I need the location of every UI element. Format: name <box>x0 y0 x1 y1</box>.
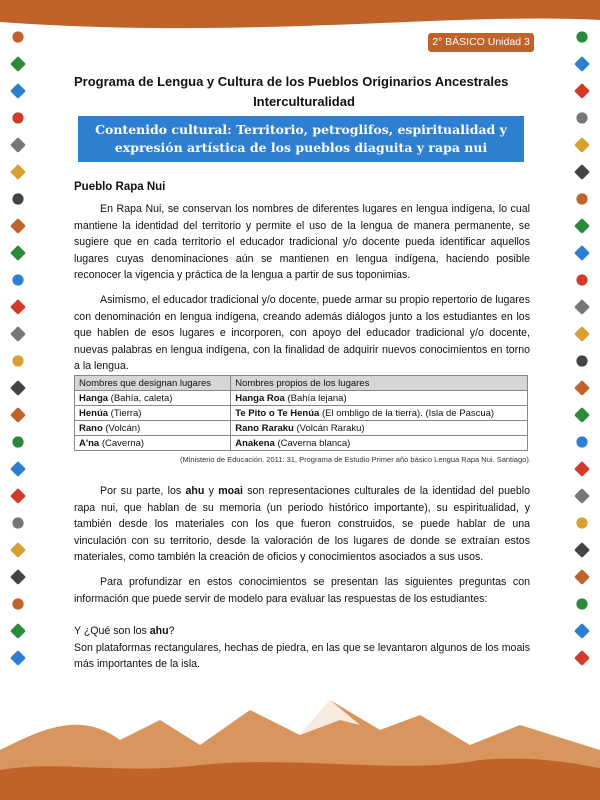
ornament-icon <box>574 461 590 477</box>
ornament-icon <box>574 650 590 666</box>
ornament-icon <box>574 380 590 396</box>
ornament-icon <box>10 29 26 45</box>
ornament-icon <box>10 461 26 477</box>
ornament-icon <box>10 164 26 180</box>
ornament-icon <box>10 299 26 315</box>
ornament-icon <box>574 434 590 450</box>
ornament-icon <box>10 56 26 72</box>
ornament-icon <box>574 488 590 504</box>
landscape-footer <box>0 690 600 800</box>
ornament-icon <box>574 83 590 99</box>
ornament-icon <box>574 164 590 180</box>
grade-unit-badge: 2° BÁSICO Unidad 3 <box>428 33 534 52</box>
ornament-icon <box>10 380 26 396</box>
banner-line-2: expresión artística de los pueblos diaguita y rapa nui <box>114 140 488 155</box>
right-decorative-border <box>570 30 594 665</box>
left-decorative-border <box>6 30 30 665</box>
ornament-icon <box>10 137 26 153</box>
ornament-icon <box>574 245 590 261</box>
ornament-icon <box>574 596 590 612</box>
ornament-icon <box>10 110 26 126</box>
table-cell: Hanga Roa (Bahía lejana) <box>231 391 528 406</box>
title: Programa de Lengua y Cultura de los Pueblos Originarios Ancestrales <box>74 74 509 89</box>
ornament-icon <box>10 272 26 288</box>
ornament-icon <box>574 515 590 531</box>
paragraph-1: En Rapa Nui, se conservan los nombres de diferentes lugares en lengua indígena, lo cual mantiene la identidad del territorio y permite el uso de la lengua de manera permanente, se sugiere que en cada territorio el educador tradicional y/o docente pueda identificar aquellos lugares cuyas denominaciones aún se mantienen en lengua indígena, haciendo posible reconocer la vigencia y práctica de la lengua a partir de sus toponimias. <box>74 203 530 282</box>
table-cell: Anakena (Caverna blanca) <box>231 436 528 451</box>
ornament-icon <box>574 623 590 639</box>
table-cell: A'na (Caverna) <box>75 436 231 451</box>
table-cell: Rano (Volcán) <box>75 421 231 436</box>
table-row <box>75 391 528 406</box>
table-row <box>75 421 528 436</box>
banner-line-1: Contenido cultural: Territorio, petroglifos, espiritualidad y <box>95 122 507 137</box>
subtitle: Interculturalidad <box>253 94 355 109</box>
table-cell: Hanga (Bahía, caleta) <box>75 391 231 406</box>
ornament-icon <box>574 407 590 423</box>
ornament-icon <box>10 542 26 558</box>
ornament-icon <box>574 29 590 45</box>
ornament-icon <box>10 191 26 207</box>
program-title <box>74 72 534 112</box>
ornament-icon <box>10 407 26 423</box>
ornament-icon <box>10 515 26 531</box>
ornament-icon <box>574 191 590 207</box>
ornament-icon <box>574 110 590 126</box>
ornament-icon <box>10 326 26 342</box>
table-header: Nombres propios de los lugares <box>231 376 528 391</box>
table-header: Nombres que designan lugares <box>75 376 231 391</box>
ornament-icon <box>10 623 26 639</box>
section-heading: Pueblo Rapa Nui <box>74 181 166 193</box>
table-cell: Te Pito o Te Henúa (El ombligo de la tierra). (Isla de Pascua) <box>231 406 528 421</box>
table-row <box>75 406 528 421</box>
table-cell: Rano Raraku (Volcán Raraku) <box>231 421 528 436</box>
table-cell: Henúa (Tierra) <box>75 406 231 421</box>
ornament-icon <box>574 353 590 369</box>
ornament-icon <box>10 488 26 504</box>
ornament-icon <box>574 569 590 585</box>
ornament-icon <box>574 56 590 72</box>
paragraph-4: Para profundizar en estos conocimientos se presentan las siguientes preguntas con información que puede servir de modelo para evaluar las respuestas de los estudiantes: <box>74 576 530 605</box>
ornament-icon <box>10 596 26 612</box>
paragraph-2: Asimismo, el educador tradicional y/o docente, puede armar su propio repertorio de lugares con denominación en lengua indígena, creando además diálogos junto a los estudiantes en los que hablen de esos lugares e incorporen, con apoyo del educador tradicional y/o docente, nuevas palabras en lengua indígena, con la finalidad de adquirir nuevos conocimientos en torno a la lengua. <box>74 294 530 373</box>
ornament-icon <box>10 434 26 450</box>
ornament-icon <box>574 272 590 288</box>
question-1: Y ¿Qué son los ahu? Son plataformas rectangulares, hechas de piedra, en las que se levantaron algunos de los moais más importantes de la isla. <box>74 625 530 671</box>
table-source: (Ministerio de Educación. 2011: 31, Programa de Estudio Primer año básico Lengua Rapa Nui. Santiago). <box>180 455 531 464</box>
place-names-table <box>74 375 528 451</box>
paragraph-3: Por su parte, los ahu y moai son representaciones culturales de la identidad del pueblo rapa nui, que hablan de su memoria (un periodo histórico importante), su espiritualidad, y también desde los materiales con los que fueron construidos, se puede hablar de una vinculación con su territorio, desde la valoración de los lugares de donde se extraían estos materiales, como también la creación de oficios y conocimientos asociados a sus usos. <box>74 485 530 564</box>
content-banner <box>78 116 524 162</box>
ornament-icon <box>574 542 590 558</box>
ornament-icon <box>10 650 26 666</box>
ornament-icon <box>574 218 590 234</box>
ornament-icon <box>574 137 590 153</box>
table-row <box>75 436 528 451</box>
ornament-icon <box>10 245 26 261</box>
ornament-icon <box>10 83 26 99</box>
ornament-icon <box>10 218 26 234</box>
ornament-icon <box>574 299 590 315</box>
ornament-icon <box>10 353 26 369</box>
ornament-icon <box>574 326 590 342</box>
ornament-icon <box>10 569 26 585</box>
